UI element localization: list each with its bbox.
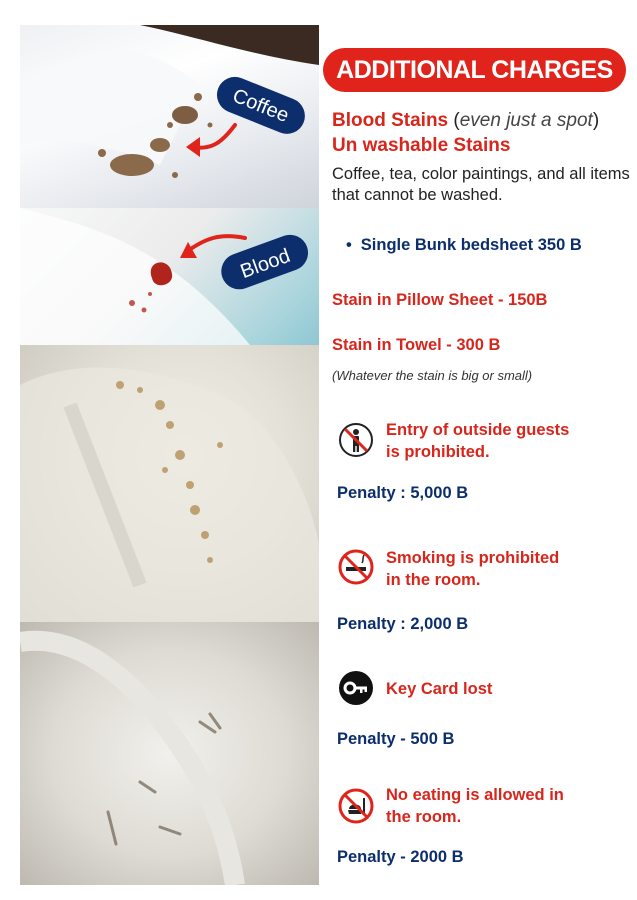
rule-smoking-text (386, 547, 559, 591)
towel-stain-photo (20, 345, 319, 622)
charges-column (320, 0, 637, 900)
bedsheet-charge (346, 236, 582, 255)
rule-eating-line2: the room. (386, 808, 462, 826)
rule-guests-line1: Entry of outside guests (386, 421, 570, 439)
no-eating-icon (338, 788, 374, 824)
photo-column (20, 25, 319, 885)
rule-smoking-line1: Smoking is prohibited (386, 549, 560, 567)
bedsheet-charge-text: Single Bunk bedsheet 350 B (360, 236, 582, 254)
rule-keycard-line1: Key Card lost (386, 680, 493, 698)
stain-description: Coffee, tea, color paintings, and all items that cannot be washed. (332, 165, 630, 204)
rule-smoking-penalty: Penalty : 2,000 B (337, 615, 469, 633)
rule-eating-text (386, 784, 564, 828)
rule-keycard-text (386, 678, 492, 700)
no-smoking-icon (338, 549, 374, 585)
blood-label: Blood (237, 244, 294, 284)
unwashable-stains-heading: Un washable Stains (332, 135, 511, 156)
rule-guests-penalty: Penalty : 5,000 B (337, 484, 469, 502)
additional-charges-banner: ADDITIONAL CHARGES (323, 48, 626, 92)
no-guests-icon (338, 422, 374, 458)
rule-guests-line2: is prohibited. (386, 443, 490, 461)
rule-eating-line1: No eating is allowed in (386, 786, 564, 804)
blood-stains-note: even just a spot (459, 110, 593, 131)
blood-stains-title: Blood Stains (332, 110, 449, 131)
rule-smoking-line2: in the room. (386, 571, 481, 589)
stain-size-note: (Whatever the stain is big or small) (332, 368, 533, 383)
rule-keycard-penalty: Penalty - 500 B (337, 730, 455, 748)
towel-charge: Stain in Towel - 300 B (332, 336, 501, 354)
rule-eating-penalty: Penalty - 2000 B (337, 848, 464, 866)
blood-stain-photo (20, 208, 319, 345)
rule-guests-text (386, 419, 569, 463)
pillow-sheet-charge: Stain in Pillow Sheet - 150B (332, 291, 548, 309)
key-icon (338, 670, 374, 706)
blood-stains-heading: Blood Stains (even just a spot) (332, 110, 600, 131)
towel-mark-photo (20, 622, 319, 885)
coffee-stain-photo (20, 25, 319, 208)
coffee-label: Coffee (229, 84, 292, 128)
